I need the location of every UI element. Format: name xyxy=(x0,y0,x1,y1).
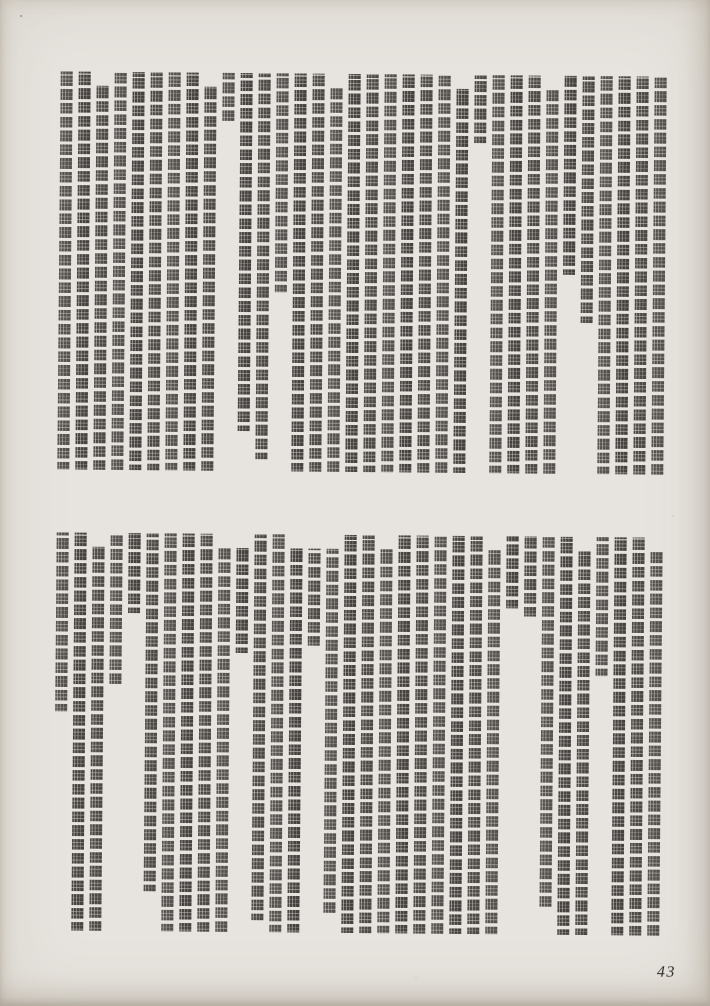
redacted-print-strip xyxy=(506,536,519,608)
text-column xyxy=(327,74,343,472)
text-column xyxy=(471,75,487,473)
redacted-print-strip xyxy=(363,74,379,472)
text-column xyxy=(395,535,411,933)
text-column xyxy=(359,535,375,933)
redacted-print-strip xyxy=(524,536,537,616)
scan-dust-specks xyxy=(20,15,22,17)
redacted-print-strip xyxy=(327,88,343,472)
redacted-print-strip xyxy=(651,77,667,475)
redacted-print-strip xyxy=(341,535,357,933)
redacted-print-strip xyxy=(71,533,87,931)
text-column xyxy=(143,533,159,931)
redacted-print-strip xyxy=(111,72,127,470)
redacted-print-strip xyxy=(562,76,576,275)
redacted-print-strip xyxy=(222,73,235,121)
text-column xyxy=(237,73,253,471)
text-column xyxy=(363,74,379,472)
text-column xyxy=(215,534,231,932)
redacted-print-strip xyxy=(474,75,487,143)
redacted-print-strip xyxy=(147,72,163,470)
redacted-print-strip xyxy=(359,535,375,933)
redacted-print-strip xyxy=(449,536,465,934)
text-column xyxy=(435,75,451,473)
redacted-print-strip xyxy=(323,549,339,913)
redacted-print-strip xyxy=(539,537,555,907)
text-column xyxy=(453,75,469,473)
text-column xyxy=(525,75,541,473)
text-column xyxy=(417,75,433,473)
redacted-print-strip xyxy=(165,72,181,470)
text-column xyxy=(611,537,627,935)
redacted-print-strip xyxy=(413,536,429,934)
redacted-print-strip xyxy=(633,76,649,474)
redacted-print-strip xyxy=(595,537,609,676)
redacted-print-strip xyxy=(269,534,285,932)
text-column-dialogue xyxy=(125,533,141,931)
redacted-print-strip xyxy=(215,548,231,932)
text-column xyxy=(593,537,609,935)
text-column-dialogue xyxy=(521,536,537,934)
text-column xyxy=(341,535,357,933)
text-column xyxy=(183,73,199,471)
redacted-print-strip xyxy=(629,537,645,935)
redacted-print-strip xyxy=(307,549,320,647)
text-column xyxy=(399,74,415,472)
text-column xyxy=(233,534,249,932)
text-column xyxy=(381,74,397,472)
text-column xyxy=(161,533,177,931)
redacted-print-strip xyxy=(287,548,303,932)
redacted-print-strip xyxy=(485,550,501,934)
text-column xyxy=(197,534,213,932)
text-column xyxy=(309,74,325,472)
text-column xyxy=(377,535,393,933)
text-column xyxy=(449,536,465,934)
text-column xyxy=(53,532,69,930)
redacted-print-strip xyxy=(235,548,248,653)
redacted-print-strip xyxy=(128,533,141,613)
redacted-print-strip xyxy=(611,537,627,935)
text-column xyxy=(305,535,321,933)
redacted-print-strip xyxy=(183,73,199,471)
text-column xyxy=(75,72,91,470)
redacted-print-strip xyxy=(431,536,447,934)
text-column xyxy=(539,537,555,935)
text-column xyxy=(489,75,505,473)
redacted-print-strip xyxy=(557,537,573,935)
text-column xyxy=(345,74,361,472)
redacted-print-strip xyxy=(57,71,73,469)
text-column xyxy=(615,76,631,474)
redacted-print-strip xyxy=(399,74,415,472)
redacted-print-strip xyxy=(575,551,591,935)
redacted-print-strip xyxy=(489,75,505,473)
redacted-print-strip xyxy=(597,76,613,474)
text-column xyxy=(629,537,645,935)
text-column xyxy=(165,72,181,470)
text-column xyxy=(287,534,303,932)
text-column xyxy=(269,534,285,932)
redacted-print-strip xyxy=(345,74,361,472)
text-column-dialogue xyxy=(503,536,519,934)
text-column xyxy=(89,533,105,931)
text-column xyxy=(201,73,217,471)
redacted-print-strip xyxy=(161,533,177,931)
text-column-dialogue xyxy=(219,73,235,471)
text-column xyxy=(467,536,483,934)
redacted-print-strip xyxy=(93,86,109,470)
redacted-print-strip xyxy=(291,73,307,471)
text-column xyxy=(647,538,663,936)
text-column xyxy=(431,536,447,934)
redacted-print-strip xyxy=(75,72,91,470)
redacted-print-strip xyxy=(89,547,105,931)
text-column xyxy=(633,76,649,474)
text-column xyxy=(57,71,73,469)
page-number: 43 xyxy=(656,963,676,981)
lower-text-block xyxy=(53,532,663,935)
text-column xyxy=(291,73,307,471)
text-column xyxy=(557,537,573,935)
text-column xyxy=(273,73,289,471)
redacted-print-strip xyxy=(237,73,253,431)
redacted-print-strip xyxy=(467,536,483,934)
text-column-dialogue xyxy=(255,73,271,471)
redacted-print-strip xyxy=(580,76,595,323)
redacted-print-strip xyxy=(197,534,213,932)
redacted-print-strip xyxy=(274,73,288,292)
text-column xyxy=(147,72,163,470)
redacted-print-strip xyxy=(647,552,663,936)
redacted-print-strip xyxy=(381,74,397,472)
redacted-print-strip xyxy=(525,75,541,473)
redacted-print-strip xyxy=(55,532,69,711)
text-column xyxy=(251,534,267,932)
text-column-dialogue xyxy=(561,76,577,474)
text-column xyxy=(575,537,591,935)
redacted-print-strip xyxy=(543,90,559,474)
text-column xyxy=(323,535,339,933)
text-column xyxy=(71,533,87,931)
redacted-print-strip xyxy=(251,534,267,920)
text-column xyxy=(485,536,501,934)
redacted-print-strip xyxy=(615,76,631,474)
text-column-dialogue xyxy=(107,533,123,931)
text-column xyxy=(543,76,559,474)
redacted-print-strip xyxy=(129,72,145,470)
redacted-print-strip xyxy=(453,89,469,473)
text-column xyxy=(579,76,595,474)
upper-text-block xyxy=(57,71,667,474)
redacted-print-strip xyxy=(109,533,123,684)
redacted-print-strip xyxy=(179,533,195,931)
redacted-print-strip xyxy=(377,549,393,933)
redacted-print-strip xyxy=(309,74,325,472)
text-column xyxy=(413,536,429,934)
redacted-print-strip xyxy=(395,535,411,933)
redacted-print-strip xyxy=(417,75,433,473)
text-column xyxy=(93,72,109,470)
text-column xyxy=(597,76,613,474)
redacted-print-strip xyxy=(143,533,159,891)
text-column xyxy=(179,533,195,931)
redacted-print-strip xyxy=(255,73,271,459)
text-column xyxy=(651,77,667,475)
text-column xyxy=(129,72,145,470)
text-column xyxy=(111,72,127,470)
text-column xyxy=(507,75,523,473)
redacted-print-strip xyxy=(201,87,217,471)
redacted-print-strip xyxy=(507,75,523,473)
redacted-print-strip xyxy=(435,75,451,473)
